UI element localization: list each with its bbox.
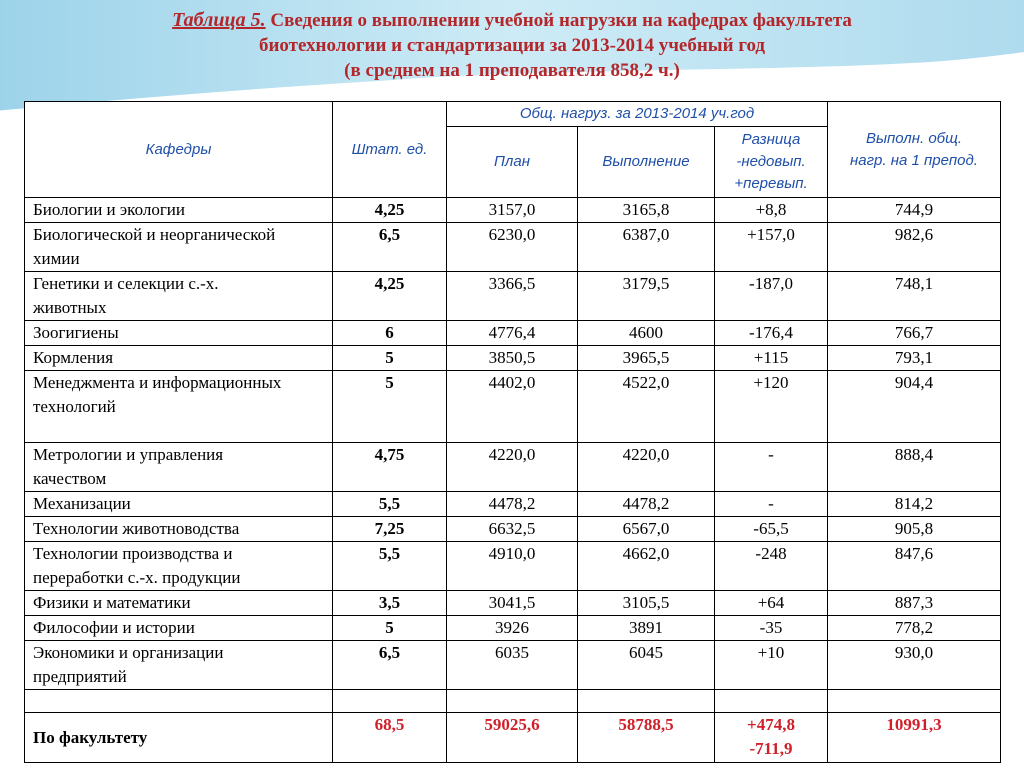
empty-cell (828, 690, 1001, 713)
per-teacher-cell: 887,3 (828, 591, 1001, 616)
per-teacher-cell: 814,2 (828, 492, 1001, 517)
diff-cell: - (715, 443, 828, 492)
done-cell: 6567,0 (578, 517, 715, 542)
diff-cell: -248 (715, 542, 828, 591)
total-diff: +474,8 -711,9 (715, 713, 828, 763)
table-container (24, 101, 1001, 763)
dept-name: Экономики и организации предприятий (25, 641, 333, 690)
per-teacher-cell: 905,8 (828, 517, 1001, 542)
plan-cell: 4478,2 (447, 492, 578, 517)
empty-cell (715, 690, 828, 713)
header-done: Выполнение (578, 127, 715, 198)
done-cell: 4522,0 (578, 371, 715, 443)
header-diff: Разница -недовып. +перевып. (715, 127, 828, 198)
plan-cell: 4776,4 (447, 321, 578, 346)
table-row (25, 321, 1001, 346)
plan-cell: 4402,0 (447, 371, 578, 443)
diff-cell: +8,8 (715, 198, 828, 223)
title-line-1: Сведения о выполнении учебной нагрузки на кафедрах факультета (270, 10, 852, 31)
done-cell: 4478,2 (578, 492, 715, 517)
plan-cell: 6035 (447, 641, 578, 690)
table-row (25, 272, 1001, 321)
load-table (24, 101, 1001, 763)
empty-cell (333, 690, 447, 713)
diff-cell: +157,0 (715, 223, 828, 272)
empty-cell (578, 690, 715, 713)
per-teacher-cell: 888,4 (828, 443, 1001, 492)
done-cell: 6387,0 (578, 223, 715, 272)
title-line-3: (в среднем на 1 преподавателя 858,2 ч.) (344, 60, 680, 81)
header-per-teacher: Выполн. общ. нагр. на 1 препод. (828, 102, 1001, 198)
per-teacher-cell: 847,6 (828, 542, 1001, 591)
table-row (25, 443, 1001, 492)
diff-cell: -35 (715, 616, 828, 641)
per-teacher-cell: 904,4 (828, 371, 1001, 443)
plan-cell: 4220,0 (447, 443, 578, 492)
diff-cell: - (715, 492, 828, 517)
plan-cell: 3366,5 (447, 272, 578, 321)
total-plan: 59025,6 (447, 713, 578, 763)
dept-name: Технологии животноводства (25, 517, 333, 542)
done-cell: 3105,5 (578, 591, 715, 616)
total-label: По факультету (25, 713, 333, 763)
staff-cell: 4,25 (333, 198, 447, 223)
done-cell: 3165,8 (578, 198, 715, 223)
dept-name: Зоогигиены (25, 321, 333, 346)
per-teacher-cell: 778,2 (828, 616, 1001, 641)
per-teacher-cell: 793,1 (828, 346, 1001, 371)
diff-cell: -176,4 (715, 321, 828, 346)
done-cell: 4600 (578, 321, 715, 346)
dept-name: Метрологии и управления качеством (25, 443, 333, 492)
empty-cell (25, 690, 333, 713)
header-dept: Кафедры (25, 102, 333, 198)
staff-cell: 5 (333, 371, 447, 443)
table-row (25, 542, 1001, 591)
done-cell: 4220,0 (578, 443, 715, 492)
staff-cell: 6,5 (333, 641, 447, 690)
diff-cell: -65,5 (715, 517, 828, 542)
per-teacher-cell: 766,7 (828, 321, 1001, 346)
staff-cell: 6 (333, 321, 447, 346)
plan-cell: 4910,0 (447, 542, 578, 591)
per-teacher-cell: 930,0 (828, 641, 1001, 690)
per-teacher-cell: 982,6 (828, 223, 1001, 272)
done-cell: 6045 (578, 641, 715, 690)
diff-cell: +64 (715, 591, 828, 616)
table-row (25, 616, 1001, 641)
done-cell: 3179,5 (578, 272, 715, 321)
total-staff: 68,5 (333, 713, 447, 763)
table-row (25, 591, 1001, 616)
plan-cell: 3926 (447, 616, 578, 641)
diff-cell: +120 (715, 371, 828, 443)
table-row (25, 641, 1001, 690)
diff-cell: +115 (715, 346, 828, 371)
diff-cell: -187,0 (715, 272, 828, 321)
dept-name: Философии и истории (25, 616, 333, 641)
dept-name: Кормления (25, 346, 333, 371)
table-row (25, 346, 1001, 371)
staff-cell: 5,5 (333, 492, 447, 517)
table-row (25, 371, 1001, 443)
table-label: Таблица 5. (172, 9, 266, 31)
plan-cell: 3850,5 (447, 346, 578, 371)
table-row (25, 223, 1001, 272)
done-cell: 4662,0 (578, 542, 715, 591)
dept-name: Физики и математики (25, 591, 333, 616)
staff-cell: 6,5 (333, 223, 447, 272)
staff-cell: 4,25 (333, 272, 447, 321)
staff-cell: 4,75 (333, 443, 447, 492)
dept-name: Технологии производства и переработки с.-х. продукции (25, 542, 333, 591)
table-row (25, 517, 1001, 542)
total-row (25, 713, 1001, 763)
header-group: Общ. нагруз. за 2013-2014 уч.год (447, 102, 828, 127)
header-staff: Штат. ед. (333, 102, 447, 198)
header-plan: План (447, 127, 578, 198)
staff-cell: 5,5 (333, 542, 447, 591)
per-teacher-cell: 748,1 (828, 272, 1001, 321)
staff-cell: 7,25 (333, 517, 447, 542)
dept-name: Биологической и неорганической химии (25, 223, 333, 272)
diff-cell: +10 (715, 641, 828, 690)
total-per-teacher: 10991,3 (828, 713, 1001, 763)
dept-name: Механизации (25, 492, 333, 517)
title-line-2: биотехнологии и стандартизации за 2013-2014 учебный год (258, 35, 766, 56)
plan-cell: 3157,0 (447, 198, 578, 223)
plan-cell: 6230,0 (447, 223, 578, 272)
table-row (25, 198, 1001, 223)
staff-cell: 3,5 (333, 591, 447, 616)
plan-cell: 6632,5 (447, 517, 578, 542)
empty-row (25, 690, 1001, 713)
staff-cell: 5 (333, 346, 447, 371)
empty-cell (447, 690, 578, 713)
plan-cell: 3041,5 (447, 591, 578, 616)
done-cell: 3965,5 (578, 346, 715, 371)
per-teacher-cell: 744,9 (828, 198, 1001, 223)
total-done: 58788,5 (578, 713, 715, 763)
staff-cell: 5 (333, 616, 447, 641)
dept-name: Генетики и селекции с.-х. животных (25, 272, 333, 321)
dept-name: Биологии и экологии (25, 198, 333, 223)
done-cell: 3891 (578, 616, 715, 641)
title-block (0, 8, 1024, 83)
dept-name: Менеджмента и информационных технологий (25, 371, 333, 443)
table-row (25, 492, 1001, 517)
